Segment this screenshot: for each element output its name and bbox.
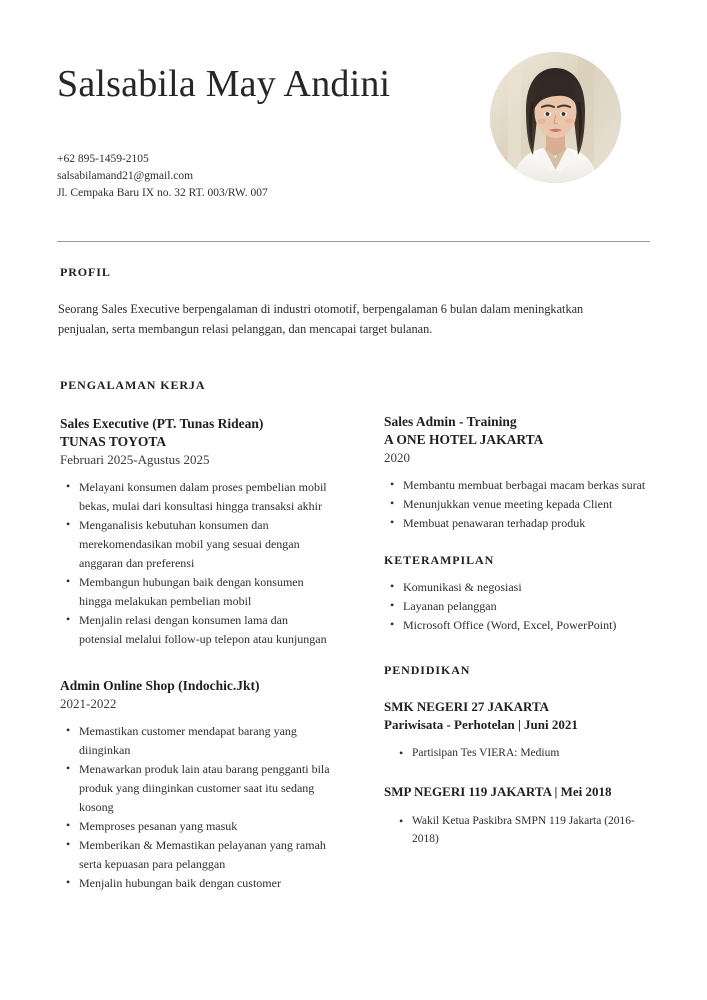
list-item: • Menjalin hubungan baik dengan customer	[60, 874, 330, 893]
job-title: Sales Admin - Training	[384, 414, 517, 429]
profile-text: Seorang Sales Executive berpengalaman di industri otomotif, berpengalaman 6 bulan dalam meningkatkan penjualan, serta membangun relasi pelanggan, dan mencapai target bulanan.	[58, 302, 584, 336]
profile-photo-icon	[490, 52, 621, 183]
education-school: SMP NEGERI 119 JAKARTA | Mei 2018	[384, 784, 612, 800]
job-dates: Februari 2025-Agustus 2025	[60, 451, 210, 467]
spacer	[384, 533, 646, 553]
resume-header	[0, 0, 707, 242]
experience-entry	[60, 415, 330, 649]
skills-list	[384, 578, 646, 635]
experience-entry	[384, 413, 646, 533]
education-school: SMK NEGERI 27 JAKARTA	[384, 698, 550, 714]
job-bullets	[60, 478, 330, 649]
list-item: • Komunikasi & negosiasi	[384, 578, 646, 597]
list-item: • Menawarkan produk lain atau barang pengganti bila produk yang diinginkan customer saat itu sedang kosong	[60, 760, 330, 817]
spacer	[384, 635, 646, 663]
job-dates: 2021-2022	[60, 695, 117, 711]
list-item: • Membuat penawaran terhadap produk	[384, 514, 646, 533]
job-title: Sales Executive (PT. Tunas Ridean)	[60, 416, 264, 431]
spacer	[384, 678, 646, 698]
job-bullets	[384, 476, 646, 533]
section-heading-pendidikan: PENDIDIKAN	[384, 662, 471, 677]
section-heading-profil: PROFIL	[60, 265, 111, 279]
list-item: • Melayani konsumen dalam proses pembelian mobil bekas, mulai dari konsultasi hingga transaksi akhir	[60, 478, 330, 516]
page-title: Salsabila May Andini	[57, 63, 391, 105]
contact-block	[57, 151, 268, 202]
education-bullets	[384, 813, 646, 849]
education-entry	[384, 698, 646, 763]
job-bullets	[60, 722, 330, 893]
job-title: Admin Online Shop (Indochic.Jkt)	[60, 677, 260, 693]
avatar	[490, 52, 621, 183]
contact-address: Jl. Cempaka Baru IX no. 32 RT. 003/RW. 007	[57, 187, 268, 200]
section-heading-pengalaman-kerja: PENGALAMAN KERJA	[60, 378, 206, 392]
left-column	[60, 378, 330, 893]
list-item: • Wakil Ketua Paskibra SMPN 119 Jakarta (2016-2018)	[384, 813, 646, 849]
contact-email: salsabilamand21@gmail.com	[57, 170, 194, 183]
education-bullets	[384, 745, 646, 763]
list-item: • Partisipan Tes VIERA: Medium	[384, 745, 646, 763]
job-company: A ONE HOTEL JAKARTA	[384, 431, 544, 447]
list-item: • Menganalisis kebutuhan konsumen dan merekomendasikan mobil yang sesuai dengan anggaran dan preferensi	[60, 516, 330, 573]
education-entry	[384, 783, 646, 848]
header-divider	[57, 241, 650, 242]
list-item: • Microsoft Office (Word, Excel, PowerPoint)	[384, 616, 646, 635]
list-item: • Membantu membuat berbagai macam berkas surat	[384, 476, 646, 495]
list-item: • Layanan pelanggan	[384, 597, 646, 616]
spacer	[384, 763, 646, 783]
section-heading-keterampilan: KETERAMPILAN	[384, 553, 495, 568]
job-dates: 2020	[384, 449, 410, 465]
contact-phone: +62 895-1459-2105	[57, 153, 149, 165]
list-item: • Menjalin relasi dengan konsumen lama dan potensial melalui follow-up telepon atau kunjungan	[60, 611, 330, 649]
list-item: • Membangun hubungan baik dengan konsumen hingga melakukan pembelian mobil	[60, 573, 330, 611]
right-column	[384, 413, 646, 848]
education-major: Pariwisata - Perhotelan | Juni 2021	[384, 716, 578, 732]
spacer	[60, 649, 330, 677]
list-item: • Memastikan customer mendapat barang yang diinginkan	[60, 722, 330, 760]
list-item: • Memberikan & Memastikan pelayanan yang ramah serta kepuasan para pelanggan	[60, 836, 330, 874]
job-company: TUNAS TOYOTA	[60, 433, 167, 449]
experience-entry	[60, 677, 330, 893]
list-item: • Memproses pesanan yang masuk	[60, 817, 330, 836]
list-item: • Menunjukkan venue meeting kepada Client	[384, 495, 646, 514]
